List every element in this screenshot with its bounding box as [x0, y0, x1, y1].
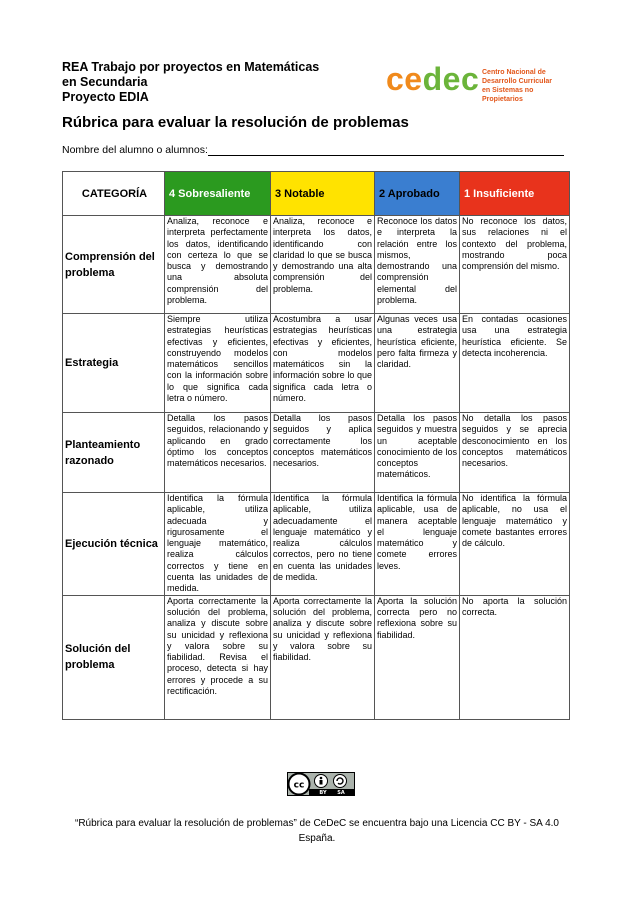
page-title: Rúbrica para evaluar la resolución de problemas [62, 114, 409, 131]
logo-subtitle [482, 68, 576, 104]
student-name-line[interactable] [208, 145, 564, 156]
table-row [63, 314, 570, 413]
cell-aprobado: Identifica la fórmula aplicable, usa de manera aceptable el lenguaje matemático y comete errores leves. [375, 493, 460, 596]
cell-sobresaliente: Aporta correctamente la solución del problema, analiza y discute sobre su unicidad y reflexiona y valora sobre su fiabilidad. Revisa el proceso, detecta si hay errores y procede a su rectificación. [165, 595, 271, 719]
cell-notable: Aporta correctamente la solución del problema, analiza y discute sobre su unicidad y reflexiona y valora sobre su fiabilidad. [271, 595, 375, 719]
cell-sobresaliente: Detalla los pasos seguidos, relacionando y aplicando en grado óptimo los conceptos matemáticos necesarios. [165, 413, 271, 493]
cell-notable: Detalla los pasos seguidos y aplica correctamente los conceptos matemáticos necesarios. [271, 413, 375, 493]
row-category: Ejecución técnica [63, 493, 165, 596]
header-sobresaliente: 4 Sobresaliente [165, 172, 271, 216]
logo-subtitle-line-2: Desarrollo Curricular [482, 78, 553, 85]
header-insuficiente: 1 Insuficiente [460, 172, 570, 216]
cell-insuficiente: No aporta la solución correcta. [460, 595, 570, 719]
document-header [62, 60, 319, 105]
license-footer: “Rúbrica para evaluar la resolución de problemas” de CeDeC se encuentra bajo una Licencia CC BY - SA 4.0 España. [75, 818, 559, 844]
table-row [63, 595, 570, 719]
cell-insuficiente: No detalla los pasos seguidos y se aprecia desconocimiento en los conceptos matemáticos necesarios. [460, 413, 570, 493]
header-notable: 3 Notable [271, 172, 375, 216]
header-line-1: REA Trabajo por proyectos en Matemáticas [62, 60, 320, 74]
header-line-2: en Secundaria [62, 75, 148, 89]
cell-sobresaliente: Analiza, reconoce e interpreta perfectamente los datos, identificando con certeza lo que se busca y demostrando una absoluta comprensión del problema. [165, 216, 271, 314]
cedec-logo [386, 61, 576, 103]
table-row [63, 493, 570, 596]
cc-label: cc [293, 780, 305, 791]
row-category: Comprensión del problema [63, 216, 165, 314]
logo-subtitle-line-3: en Sistemas no Propietarios [482, 87, 534, 103]
table-row [63, 413, 570, 493]
rubric-table [62, 171, 570, 720]
cell-sobresaliente: Siempre utiliza estrategias heurísticas efectivas y eficientes, construyendo modelos matemáticos sencillos con la información sobre lo que significa cada letra o número. [165, 314, 271, 413]
row-category: Estrategia [63, 314, 165, 413]
student-name-label: Nombre del alumno o alumnos: [62, 144, 208, 156]
cc-by-sa-icon [287, 772, 355, 796]
cell-aprobado: Reconoce los datos e interpreta la relación entre los mismos, demostrando una comprensión elemental del problema. [375, 216, 460, 314]
cell-aprobado: Detalla los pasos seguidos y muestra un aceptable conocimiento de los conceptos matemáticos. [375, 413, 460, 493]
cell-aprobado: Algunas veces usa una estrategia heurística eficiente, pero falta firmeza y claridad. [375, 314, 460, 413]
cell-aprobado: Aporta la solución correcta pero no reflexiona sobre su fiabilidad. [375, 595, 460, 719]
header-category: CATEGORÍA [63, 172, 165, 216]
cell-notable: Acostumbra a usar estrategias heurísticas efectivas y eficientes, con modelos matemáticos sin la información sobre lo que significa cada letra o número. [271, 314, 375, 413]
cell-insuficiente: No identifica la fórmula aplicable, no usa el lenguaje matemático y comete bastantes errores de cálculo. [460, 493, 570, 596]
table-row [63, 216, 570, 314]
by-label: BY [319, 790, 327, 796]
logo-word-dec: dec [422, 61, 480, 97]
cell-insuficiente: No reconoce los datos, sus relaciones ni el contexto del problema, mostrando poca comprensión del mismo. [460, 216, 570, 314]
logo-subtitle-line-1: Centro Nacional de [482, 69, 546, 76]
sa-label: SA [337, 790, 345, 796]
rubric-header-row [63, 172, 570, 216]
cell-insuficiente: En contadas ocasiones usa una estrategia heurística eficiente. Se detecta incoherencia. [460, 314, 570, 413]
logo-word-ce: ce [386, 61, 423, 97]
header-line-3: Proyecto EDIA [62, 90, 149, 104]
logo-wordmark [386, 61, 479, 98]
student-name-field [62, 144, 568, 156]
header-aprobado: 2 Aprobado [375, 172, 460, 216]
cell-notable: Identifica la fórmula aplicable, utiliza adecuadamente el lenguaje matemático y realiza cálculos correctos, pero no tiene en cuenta las unidades de medida. [271, 493, 375, 596]
cc-by-sa-badge[interactable] [287, 772, 355, 796]
row-category: Planteamiento razonado [63, 413, 165, 493]
cell-notable: Analiza, reconoce e interpreta los datos, identificando con claridad lo que se busca y demostrando una alta comprensión del problema. [271, 216, 375, 314]
cell-sobresaliente: Identifica la fórmula aplicable, utiliza adecuada y rigurosamente el lenguaje matemático, realiza cálculos correctos y tiene en cuenta las unidades de medida. [165, 493, 271, 596]
row-category: Solución del problema [63, 595, 165, 719]
